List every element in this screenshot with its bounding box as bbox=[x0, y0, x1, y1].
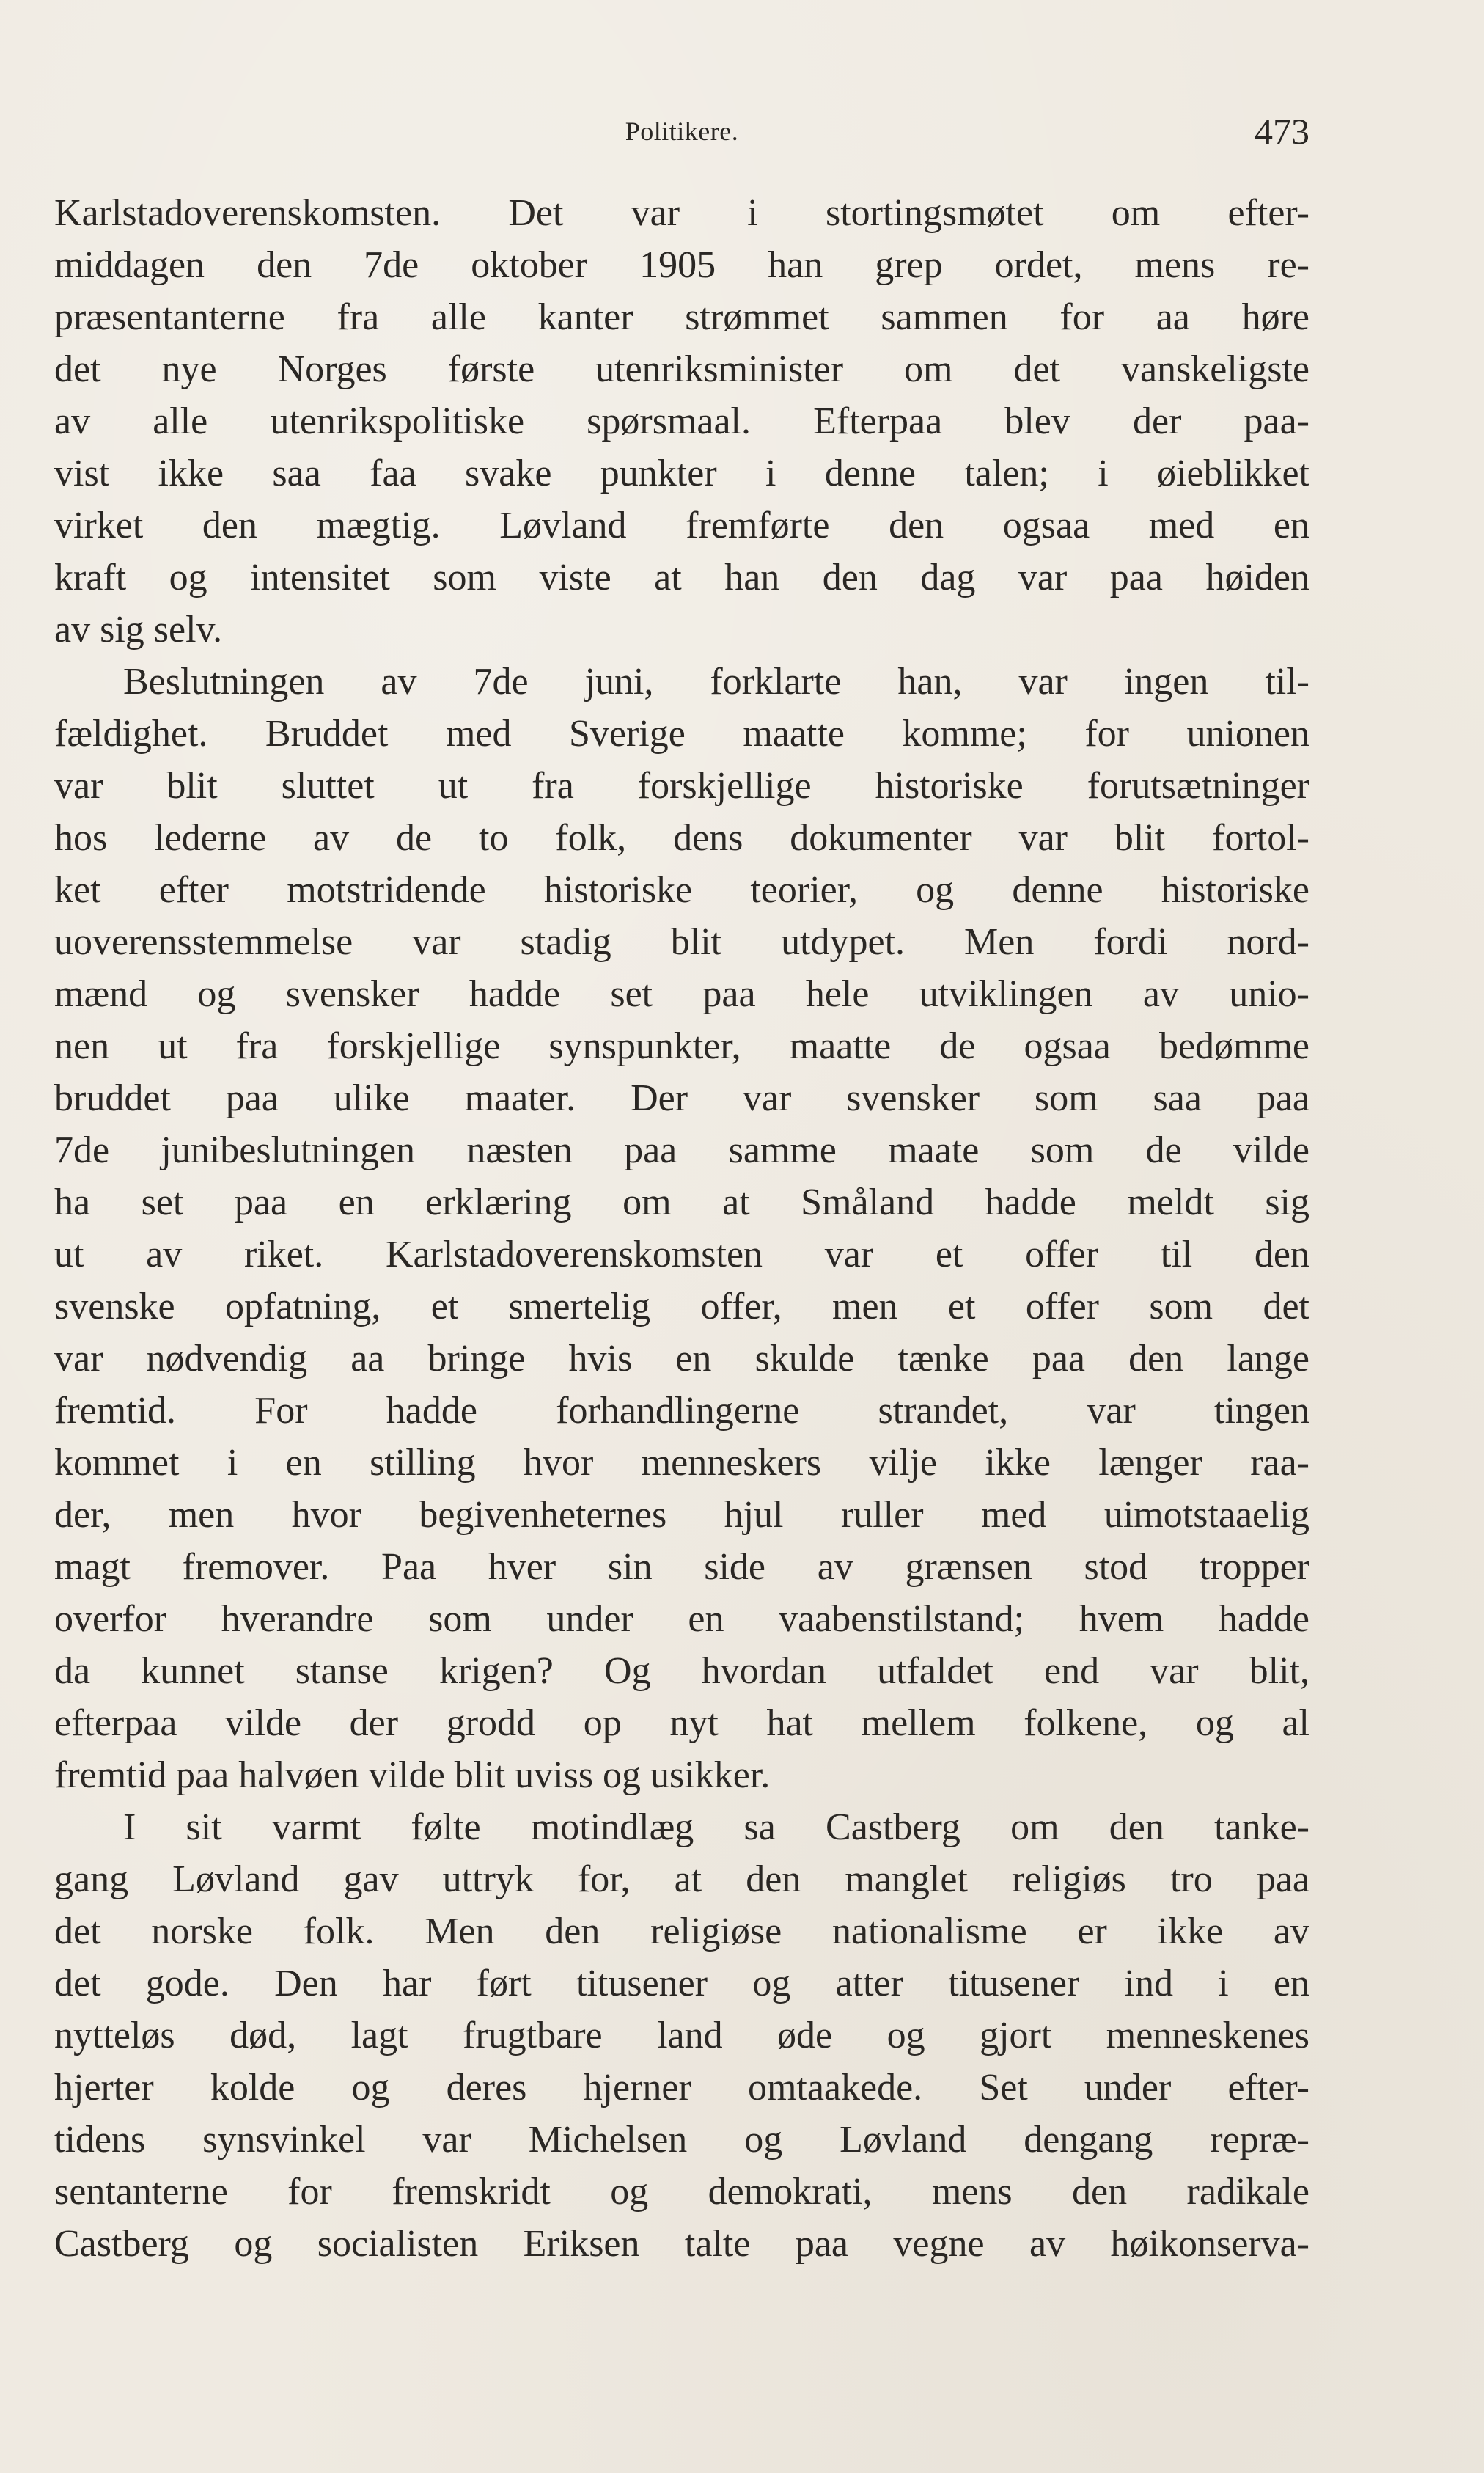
paragraph-3 bbox=[54, 1801, 1309, 2270]
text-line: det nye Norges første utenriksminister om det vanskeligste bbox=[54, 348, 1309, 390]
page-number: 473 bbox=[1255, 111, 1309, 152]
text-line: overfor hverandre som under en vaabenstilstand; hvem hadde bbox=[54, 1598, 1309, 1640]
page-header bbox=[54, 110, 1309, 161]
text-line: 7de junibeslutningen næsten paa samme maate som de vilde bbox=[54, 1129, 1309, 1171]
text-line: nen ut fra forskjellige synspunkter, maatte de ogsaa bedømme bbox=[54, 1025, 1309, 1067]
text-line: svenske opfatning, et smertelig offer, men et offer som det bbox=[54, 1286, 1309, 1327]
text-line: det gode. Den har ført titusener og atter titusener ind i en bbox=[54, 1963, 1309, 2004]
text-line: Karlstadoverenskomsten. Det var i stortingsmøtet om efter- bbox=[54, 192, 1309, 234]
text-line: gang Løvland gav uttryk for, at den manglet religiøs tro paa bbox=[54, 1858, 1309, 1900]
text-line: hjerter kolde og deres hjerner omtaakede. Set under efter- bbox=[54, 2067, 1309, 2109]
text-line: var blit sluttet ut fra forskjellige historiske forutsætninger bbox=[54, 765, 1309, 807]
text-line: fremtid paa halvøen vilde blit uviss og usikker. bbox=[54, 1754, 771, 1796]
text-line: ut av riket. Karlstadoverenskomsten var et offer til den bbox=[54, 1234, 1309, 1275]
text-line: virket den mægtig. Løvland fremførte den ogsaa med en bbox=[54, 505, 1309, 546]
running-title: Politikere. bbox=[625, 117, 739, 146]
text-line: da kunnet stanse krigen? Og hvordan utfaldet end var blit, bbox=[54, 1650, 1309, 1692]
text-line: Castberg og socialisten Eriksen talte paa vegne av høikonserva- bbox=[54, 2223, 1309, 2265]
text-line: bruddet paa ulike maater. Der var svensker som saa paa bbox=[54, 1077, 1309, 1119]
text-line: var nødvendig aa bringe hvis en skulde tænke paa den lange bbox=[54, 1338, 1309, 1380]
text-line: hos lederne av de to folk, dens dokumenter var blit fortol- bbox=[54, 817, 1309, 859]
text-line: sentanterne for fremskridt og demokrati, mens den radikale bbox=[54, 2171, 1309, 2213]
text-line: kommet i en stilling hvor menneskers vilje ikke længer raa- bbox=[54, 1442, 1309, 1484]
text-line: I sit varmt følte motindlæg sa Castberg om den tanke- bbox=[123, 1806, 1309, 1848]
text-line: av alle utenrikspolitiske spørsmaal. Efterpaa blev der paa- bbox=[54, 400, 1309, 442]
text-line: fældighet. Bruddet med Sverige maatte komme; for unionen bbox=[54, 713, 1309, 755]
text-line: av sig selv. bbox=[54, 609, 223, 651]
text-line: middagen den 7de oktober 1905 han grep ordet, mens re- bbox=[54, 244, 1309, 286]
text-line: tidens synsvinkel var Michelsen og Løvland dengang repræ- bbox=[54, 2119, 1309, 2161]
text-line: ha set paa en erklæring om at Småland hadde meldt sig bbox=[54, 1181, 1309, 1223]
text-line: der, men hvor begivenheternes hjul ruller med uimotstaaelig bbox=[54, 1494, 1309, 1536]
body-text bbox=[54, 187, 1309, 2270]
paragraph-2 bbox=[54, 656, 1309, 1801]
text-line: magt fremover. Paa hver sin side av grænsen stod tropper bbox=[54, 1546, 1309, 1588]
text-line: nytteløs død, lagt frugtbare land øde og gjort menneskenes bbox=[54, 2015, 1309, 2056]
text-line: det norske folk. Men den religiøse nationalisme er ikke av bbox=[54, 1910, 1309, 1952]
text-line: uoverensstemmelse var stadig blit utdypet. Men fordi nord- bbox=[54, 921, 1309, 963]
text-line: mænd og svensker hadde set paa hele utviklingen av unio- bbox=[54, 973, 1309, 1015]
text-line: kraft og intensitet som viste at han den dag var paa høiden bbox=[54, 557, 1309, 598]
text-line: fremtid. For hadde forhandlingerne strandet, var tingen bbox=[54, 1390, 1309, 1432]
text-line: Beslutningen av 7de juni, forklarte han, var ingen til- bbox=[123, 661, 1309, 703]
text-line: vist ikke saa faa svake punkter i denne talen; i øieblikket bbox=[54, 453, 1309, 494]
text-line: efterpaa vilde der grodd op nyt hat mellem folkene, og al bbox=[54, 1702, 1309, 1744]
text-line: ket efter motstridende historiske teorier, og denne historiske bbox=[54, 869, 1309, 911]
text-line: præsentanterne fra alle kanter strømmet sammen for aa høre bbox=[54, 296, 1309, 338]
paragraph-1 bbox=[54, 187, 1309, 656]
